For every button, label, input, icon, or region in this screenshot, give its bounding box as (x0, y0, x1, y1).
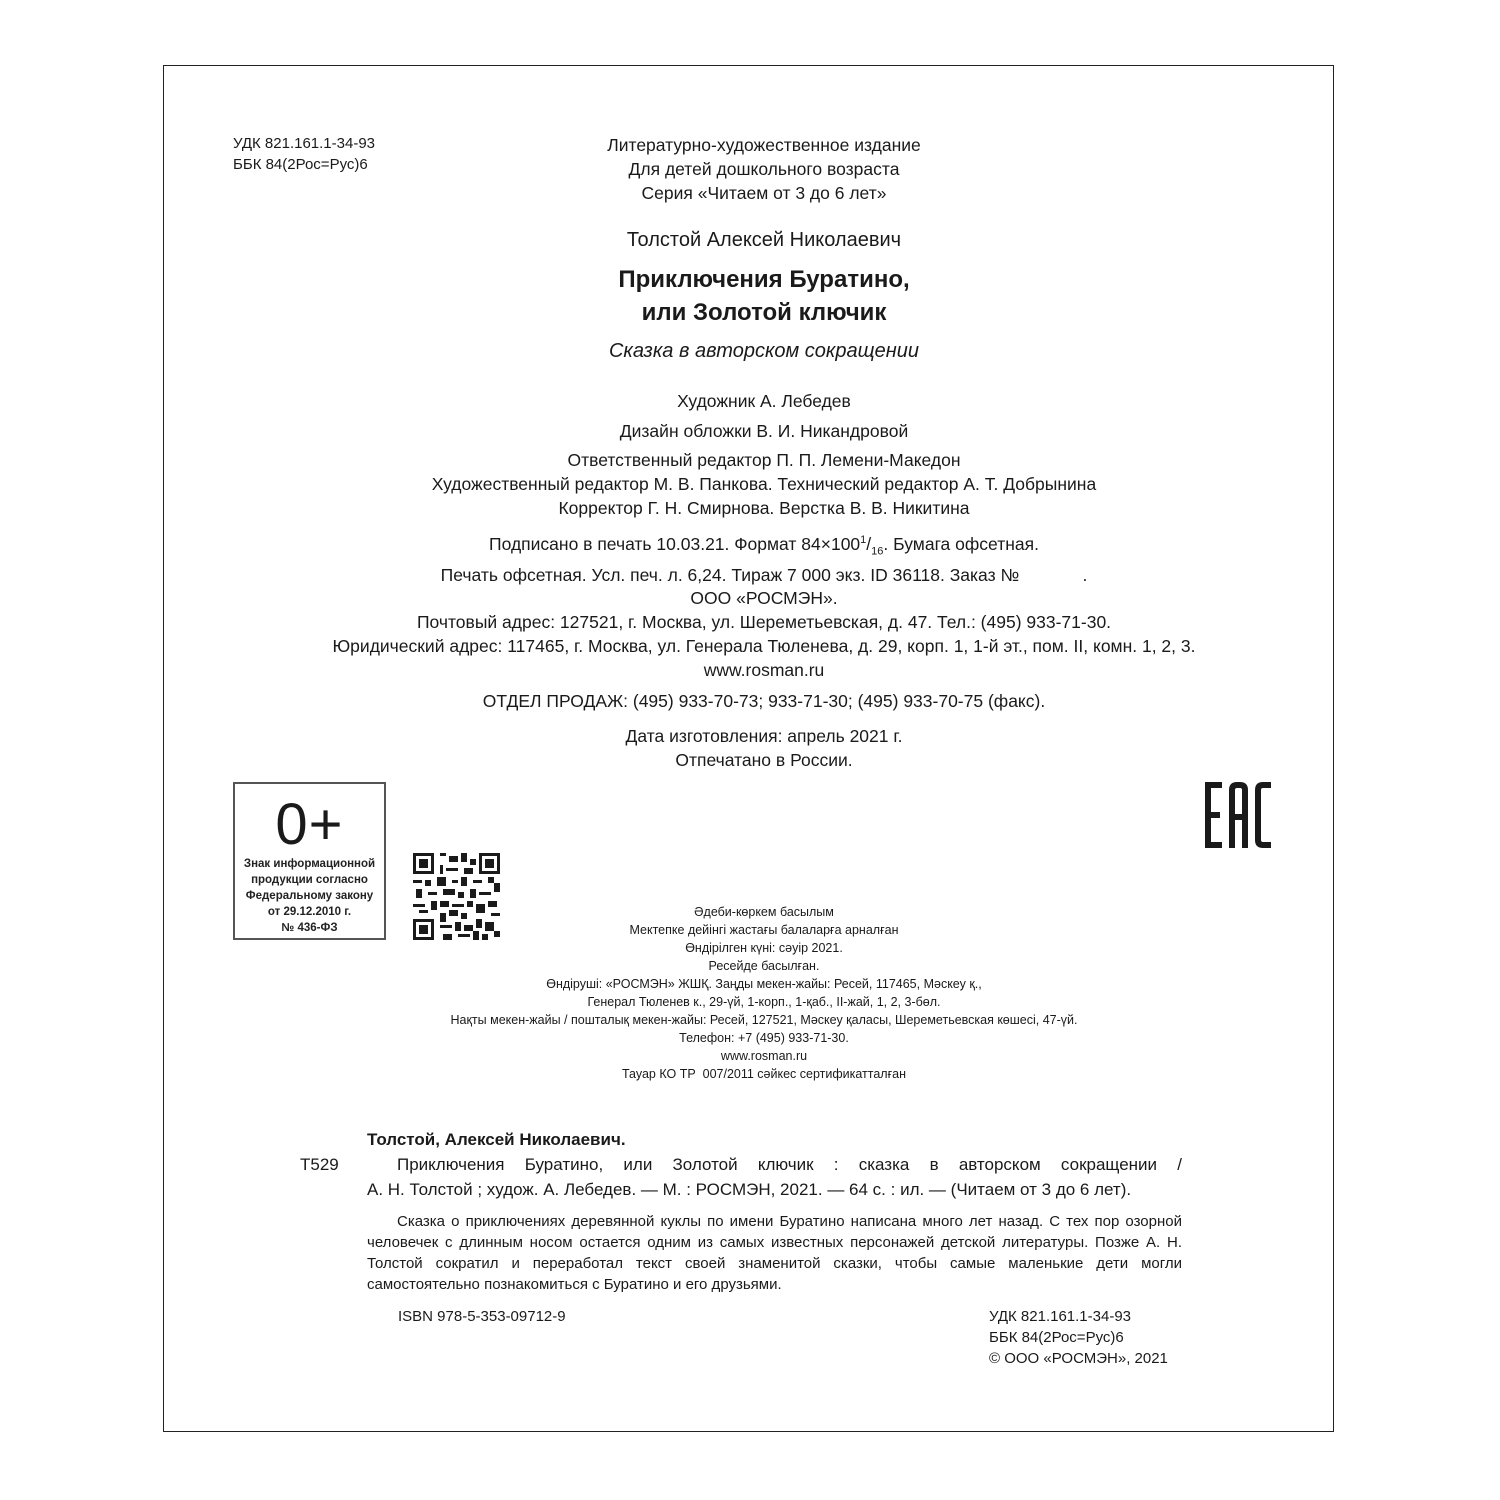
isbn: ISBN 978-5-353-09712-9 (398, 1308, 566, 1325)
age-note-line: Знак информационной (243, 858, 376, 870)
copyright: © ООО «РОСМЭН», 2021 (989, 1350, 1168, 1367)
annotation: Сказка о приключениях деревянной куклы по имени Буратино написана много лет назад. С тех пор озорной человечек с длинным носом остается одним из самых известных персонажей детской литературы. Позже А. Н. Толстой сократил и переработал текст своей знаменитой сказки, чтобы самые маленькие дети могли самостоятельно познакомиться с Буратино и его друзьями. (367, 1213, 1182, 1293)
cover-design-credit: Дизайн обложки В. И. Никандровой (619, 421, 909, 441)
print-info-format: Подписано в печать 10.03.21. Формат 84×100 (489, 533, 861, 554)
publisher-postal: Почтовый адрес: 127521, г. Москва, ул. Шереметьевская, д. 47. Тел.: (495) 933-71-30. (416, 612, 1112, 632)
age-note-line: № 436-ФЗ (281, 922, 338, 934)
book-title-line1: Приключения Буратино, (618, 266, 910, 293)
age-note-line: продукции согласно (251, 874, 368, 886)
editor-corrector: Корректор Г. Н. Смирнова. Верстка В. В. Никитина (558, 498, 970, 518)
udk-code: УДК 821.161.1-34-93 (233, 135, 376, 152)
sales-dept: ОТДЕЛ ПРОДАЖ: (495) 933-70-73; 933-71-30; (495) 933-70-75 (факс). (482, 691, 1046, 711)
age-note-line: Федеральному закону (245, 890, 374, 902)
author-name: Толстой Алексей Николаевич (626, 229, 902, 251)
kz-line: Телефон: +7 (495) 933-71-30. (679, 1031, 849, 1045)
publisher-name: ООО «РОСМЭН». (690, 588, 838, 608)
print-info-line2: Печать офсетная. Усл. печ. л. 6,24. Тираж 7 000 экз. ID 36118. Заказ № . (440, 565, 1088, 586)
biblio-line1: Приключения Буратино, или Золотой ключик : сказка в авторском сокращении / (397, 1155, 1182, 1174)
kz-line: Мектепке дейінгі жастағы балаларға арналған (629, 923, 899, 937)
kazakh-info-block (163, 903, 1365, 1083)
print-info (163, 528, 1365, 587)
kz-line: Нақты мекен-жайы / пошталық мекен-жайы: Ресей, 127521, Мәскеу қаласы, Шереметьевская көшесі, 47-үй. (450, 1013, 1078, 1027)
edition-series: Серия «Читаем от 3 до 6 лет» (641, 183, 887, 203)
kz-line: Тауар КО ТР 007/2011 сәйкес сертификатталған (621, 1067, 907, 1081)
editors-block (163, 448, 1365, 520)
book-title-line2: или Золотой ключик (641, 299, 887, 326)
edition-audience: Для детей дошкольного возраста (628, 159, 900, 179)
kz-line: www.rosman.ru (720, 1049, 808, 1063)
biblio-line2: А. Н. Толстой ; худож. А. Лебедев. — М. : РОСМЭН, 2021. — 64 с. : ил. — (Читаем от 3 до 6 лет). (367, 1180, 1132, 1199)
biblio-heading: Толстой, Алексей Николаевич. (367, 1130, 626, 1149)
editor-art-tech: Художественный редактор М. В. Панкова. Технический редактор А. Т. Добрынина (431, 474, 1097, 494)
edition-type: Литературно-художественное издание (607, 135, 921, 155)
manufacture-date: Дата изготовления: апрель 2021 г. (625, 726, 903, 746)
kz-line: Генерал Тюленев к., 29-үй, 1-корп., 1-қаб., II-жай, 1, 2, 3-бөл. (587, 995, 941, 1009)
kz-line: Өндірілген күні: сәуір 2021. (685, 941, 843, 955)
format-sub: 16 (871, 545, 884, 558)
manufacture-block (163, 724, 1365, 772)
publisher-block (163, 586, 1365, 682)
publisher-legal: Юридический адрес: 117465, г. Москва, ул. Генерала Тюленева, д. 29, корп. 1, 1-й эт., пом. II, комн. 1, 2, 3. (332, 636, 1196, 656)
udk-code-bottom: УДК 821.161.1-34-93 (989, 1308, 1132, 1325)
artist-credit: Художник А. Лебедев (677, 391, 851, 411)
book-title (163, 263, 1365, 329)
bottom-codes (989, 1306, 1168, 1369)
editor-responsible: Ответственный редактор П. П. Лемени-Македон (567, 450, 961, 470)
age-note-line: от 29.12.2010 г. (267, 906, 352, 918)
kz-line: Өндіруші: «РОСМЭН» ЖШҚ. Заңды мекен-жайы: Ресей, 117465, Мәскеу қ., (546, 977, 982, 991)
kz-line: Әдеби-көркем басылым (694, 905, 834, 919)
publisher-site: www.rosman.ru (703, 660, 825, 680)
age-rating-value: 0+ (275, 792, 344, 857)
edition-header (163, 133, 1365, 205)
book-subtitle: Сказка в авторском сокращении (608, 340, 920, 362)
bbk-code: ББК 84(2Рос=Рус)6 (233, 156, 368, 173)
format-sup: 1 (860, 534, 867, 546)
printed-in: Отпечатано в России. (675, 750, 853, 770)
eac-mark-icon (1205, 782, 1271, 848)
biblio-code: Т529 (300, 1155, 339, 1174)
print-info-paper: . Бумага офсетная. (883, 533, 1039, 554)
print-info-line1: Подписано в печать 10.03.21. Формат $84\times 100^1/_{16}$. Бумага офсетная. (489, 533, 1039, 558)
kz-line: Ресейде басылған. (708, 959, 820, 973)
bbk-code-bottom: ББК 84(2Рос=Рус)6 (989, 1329, 1124, 1346)
